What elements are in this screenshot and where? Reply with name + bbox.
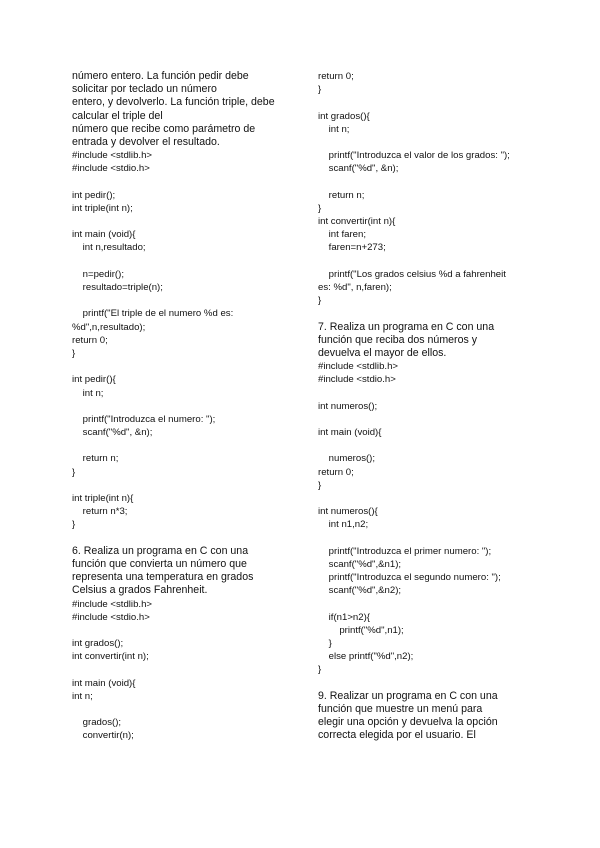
code-line: int faren; (318, 229, 366, 241)
code-line (318, 307, 553, 320)
text-line: representa una temperatura en grados (72, 571, 254, 584)
code-line: int pedir(); (72, 189, 116, 201)
code-line: scanf("%d", &n); (318, 163, 399, 175)
code-line: return n; (72, 453, 119, 465)
code-line: } (72, 347, 76, 359)
code-line (72, 703, 307, 716)
text-line: entero, y devolverlo. La función triple, debe (72, 96, 275, 109)
code-line: int grados(); (72, 638, 124, 650)
code-line: } (318, 295, 322, 307)
code-line (318, 136, 553, 149)
right-column (318, 70, 553, 743)
code-line: int convertir(int n); (72, 651, 149, 663)
text-line: función que muestre un menú para (318, 703, 483, 715)
code-line: #include <stdio.h> (72, 611, 150, 623)
code-line: return n; (318, 189, 365, 201)
code-line: printf("El triple de el numero %d es: (72, 308, 234, 320)
code-line (72, 624, 307, 637)
code-line (72, 294, 307, 307)
code-line (318, 598, 553, 611)
text-line: correcta elegida por el usuario. El (318, 729, 476, 742)
code-line: int grados(){ (318, 110, 370, 122)
code-line: #include <stdlib.h> (72, 598, 153, 610)
code-line: } (72, 519, 76, 531)
code-line (72, 255, 307, 268)
code-line: int triple(int n); (72, 202, 133, 214)
code-line: int numeros(); (318, 400, 378, 412)
code-line: scanf("%d", &n); (72, 427, 153, 439)
code-line (72, 360, 307, 373)
code-line (72, 663, 307, 676)
code-line: resultado=triple(n); (72, 282, 163, 293)
code-line (318, 413, 553, 426)
code-line: scanf("%d",&n2); (318, 585, 402, 597)
code-line: printf("Los grados celsius %d a fahrenheit (318, 268, 506, 280)
code-line: return 0; (318, 71, 354, 82)
text-line: 6. Realiza un programa en C con una (72, 544, 249, 557)
code-line (72, 479, 307, 492)
code-line: } (318, 84, 322, 96)
text-line: función que convierta un número que (72, 557, 247, 570)
text-line: 9. Realizar un programa en C con una (318, 689, 498, 702)
code-line: else printf("%d",n2); (318, 651, 414, 663)
code-line: printf("Introduzca el numero: "); (72, 413, 216, 425)
text-line: número entero. La función pedir debe (72, 70, 249, 82)
code-line: n=pedir(); (72, 268, 124, 280)
code-line: return 0; (318, 466, 354, 478)
code-line: #include <stdio.h> (318, 374, 396, 386)
code-line (318, 96, 553, 109)
text-line: calcular el triple del (72, 109, 163, 122)
code-line: int n; (72, 387, 104, 399)
code-line: int pedir(){ (72, 374, 116, 386)
code-line: int n; (318, 123, 350, 135)
code-line: int n1,n2; (318, 519, 369, 531)
text-line: devuelva el mayor de ellos. (318, 346, 447, 359)
code-line: } (318, 202, 322, 214)
code-line: int numeros(){ (318, 506, 378, 518)
code-line (318, 176, 553, 189)
code-line: printf("Introduzca el primer numero: "); (318, 545, 492, 557)
code-line: %d",n,resultado); (72, 321, 146, 333)
code-line: int n; (72, 690, 93, 702)
code-line: int main (void){ (318, 427, 382, 439)
code-line (318, 677, 553, 690)
text-line: número que recibe como parámetro de (72, 122, 256, 135)
code-line: printf("%d",n1); (318, 624, 404, 636)
text-line: función que reciba dos números y (318, 333, 477, 346)
code-line: printf("Introduzca el valor de los grados: "); (318, 150, 510, 162)
code-line: int main (void){ (72, 229, 136, 241)
text-line: solicitar por teclado un número (72, 83, 217, 96)
left-column (72, 70, 307, 743)
text-line: 7. Realiza un programa en C con una (318, 320, 495, 333)
code-line: #include <stdio.h> (72, 163, 150, 175)
code-line (318, 387, 553, 400)
code-line (318, 255, 553, 268)
code-line: return n*3; (72, 506, 128, 518)
text-line: Celsius a grados Fahrenheit. (72, 584, 208, 597)
code-line: int convertir(int n){ (318, 216, 396, 228)
code-line: #include <stdlib.h> (318, 361, 399, 373)
code-line: int triple(int n){ (72, 493, 134, 504)
code-line: printf("Introduzca el segundo numero: "); (318, 572, 501, 584)
code-line: numeros(); (318, 453, 376, 465)
code-line: convertir(n); (72, 730, 134, 742)
code-line: faren=n+273; (318, 242, 386, 254)
code-line: int main (void){ (72, 677, 136, 689)
code-line: return 0; (72, 334, 108, 346)
code-line: scanf("%d",&n1); (318, 558, 402, 570)
code-line (318, 439, 553, 452)
code-line (72, 400, 307, 413)
code-line: } (318, 479, 322, 491)
code-line (318, 492, 553, 505)
code-line: #include <stdlib.h> (72, 150, 153, 162)
code-line (72, 176, 307, 189)
code-line: if(n1>n2){ (318, 611, 370, 623)
code-line: es: %d", n,faren); (318, 282, 392, 293)
code-line: int n,resultado; (72, 242, 146, 254)
code-line: grados(); (72, 717, 122, 729)
code-line: } (72, 466, 76, 478)
code-line (72, 532, 307, 545)
text-line: elegir una opción y devuelva la opción (318, 716, 498, 729)
code-line: } (318, 638, 332, 650)
code-line: } (318, 664, 322, 676)
code-line (72, 439, 307, 452)
code-line (318, 532, 553, 545)
text-line: entrada y devolver el resultado. (72, 135, 220, 148)
code-line (72, 215, 307, 228)
